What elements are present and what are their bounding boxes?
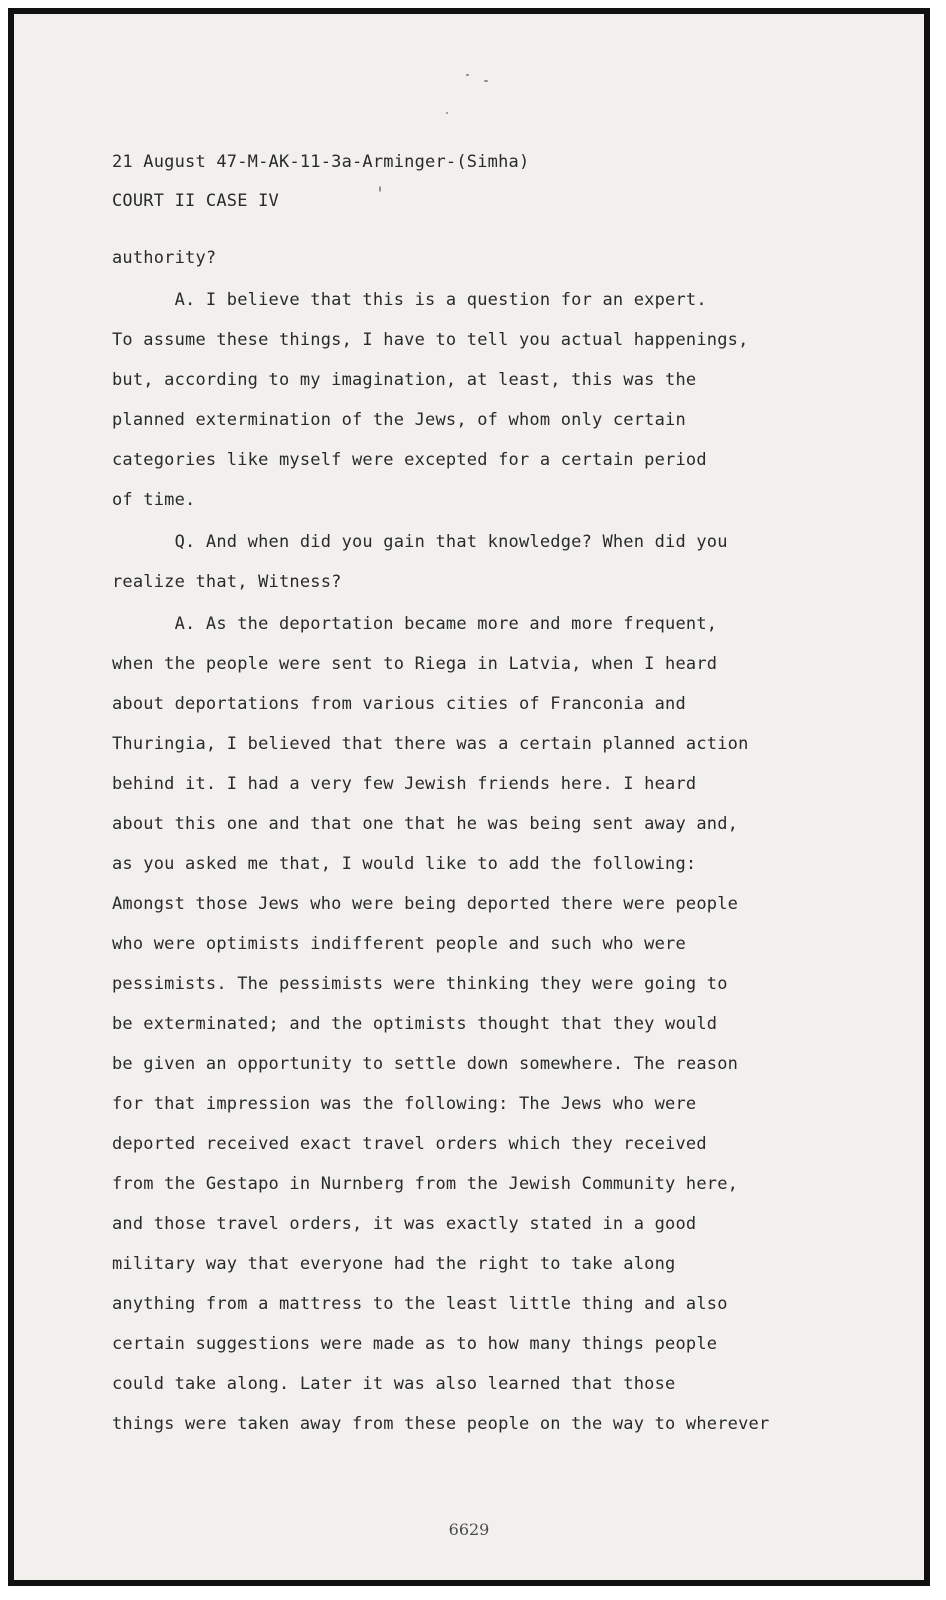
text-line: be given an opportunity to settle down somewhere. The reason [112, 1054, 739, 1074]
text-line: authority? [112, 248, 217, 268]
text-line: things were taken away from these people on the way to wherever [112, 1414, 770, 1434]
text-line: A. I believe that this is a question for an expert. [112, 290, 707, 310]
text-line: Thuringia, I believed that there was a certain planned action [112, 734, 749, 754]
text-line: from the Gestapo in Nurnberg from the Jewish Community here, [112, 1174, 739, 1194]
text-line: behind it. I had a very few Jewish friends here. I heard [112, 774, 697, 794]
paper-speck [379, 186, 381, 192]
text-line: Amongst those Jews who were being deported there were people [112, 894, 739, 914]
text-line: categories like myself were excepted for a certain period [112, 450, 707, 470]
case-reference-header: 21 August 47-M-AK-11-3a-Arminger-(Simha) [112, 152, 530, 172]
text-line: when the people were sent to Riega in Latvia, when I heard [112, 654, 718, 674]
text-line: pessimists. The pessimists were thinking they were going to [112, 974, 728, 994]
text-line: and those travel orders, it was exactly stated in a good [112, 1214, 697, 1234]
text-line: as you asked me that, I would like to add the following: [112, 854, 697, 874]
text-line: To assume these things, I have to tell you actual happenings, [112, 330, 749, 350]
page-number: 6629 [448, 1520, 490, 1539]
text-line: Q. And when did you gain that knowledge? When did you [112, 532, 728, 552]
text-line: A. As the deportation became more and more frequent, [112, 614, 718, 634]
text-line: planned extermination of the Jews, of whom only certain [112, 410, 686, 430]
paper-speck [466, 74, 469, 76]
text-line: military way that everyone had the right to take along [112, 1254, 676, 1274]
text-line: who were optimists indifferent people and such who were [112, 934, 686, 954]
paper-speck [484, 80, 488, 82]
text-line: could take along. Later it was also learned that those [112, 1374, 676, 1394]
document-page [8, 8, 930, 1586]
text-line: but, according to my imagination, at least, this was the [112, 370, 697, 390]
text-line: about this one and that one that he was being sent away and, [112, 814, 739, 834]
text-line: certain suggestions were made as to how many things people [112, 1334, 718, 1354]
text-line: deported received exact travel orders which they received [112, 1134, 707, 1154]
text-line: about deportations from various cities of Franconia and [112, 694, 686, 714]
paper-speck [446, 112, 448, 114]
text-line: realize that, Witness? [112, 572, 342, 592]
text-line: of time. [112, 490, 196, 510]
court-case-header: COURT II CASE IV [112, 191, 279, 211]
text-line: for that impression was the following: The Jews who were [112, 1094, 697, 1114]
text-line: anything from a mattress to the least little thing and also [112, 1294, 728, 1314]
text-line: be exterminated; and the optimists thought that they would [112, 1014, 718, 1034]
